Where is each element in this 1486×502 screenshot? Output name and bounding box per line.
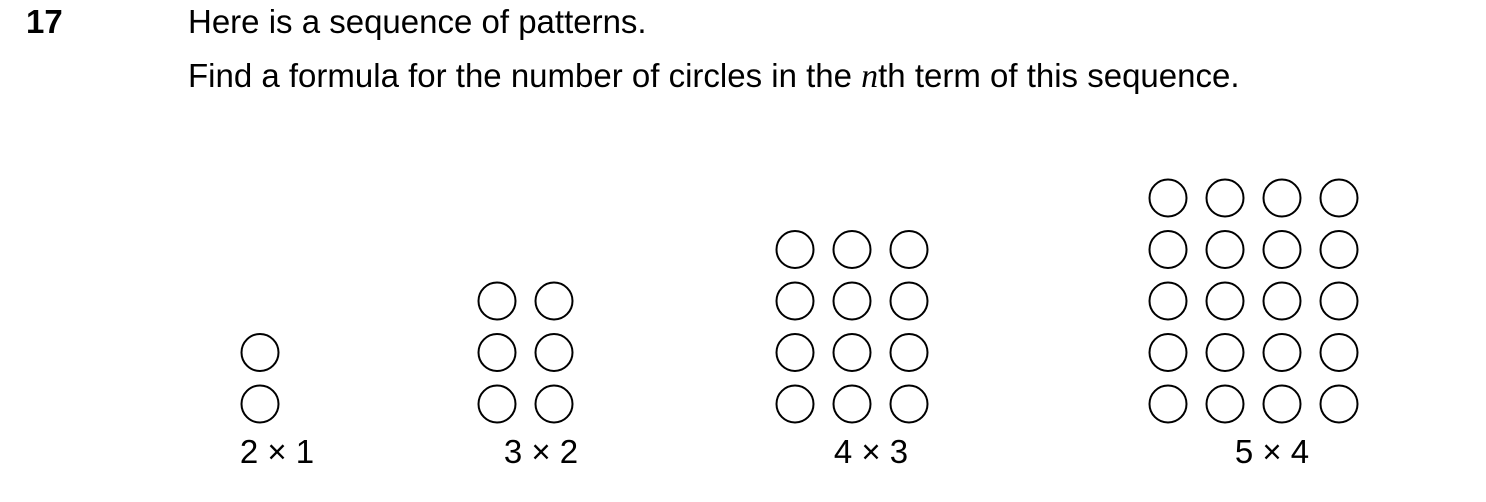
circle <box>777 386 814 423</box>
circle <box>834 334 871 371</box>
circle <box>479 386 516 423</box>
pattern-2 <box>479 283 573 423</box>
circle <box>891 386 928 423</box>
circle <box>1264 180 1301 217</box>
circle <box>1207 386 1244 423</box>
circle <box>1321 386 1358 423</box>
pattern-3 <box>777 231 928 423</box>
circle <box>1264 386 1301 423</box>
instruction-text-start: Find a formula for the number of circles in the <box>188 57 862 94</box>
pattern-4 <box>1150 180 1358 423</box>
pattern-1 <box>242 334 279 423</box>
circle <box>1264 231 1301 268</box>
circle <box>891 334 928 371</box>
circle <box>1207 180 1244 217</box>
circle <box>777 334 814 371</box>
circle <box>777 283 814 320</box>
circle <box>1321 231 1358 268</box>
circle <box>242 334 279 371</box>
question-number: 17 <box>26 3 63 40</box>
circle <box>1150 334 1187 371</box>
circle <box>536 386 573 423</box>
circle <box>536 334 573 371</box>
circle <box>1264 334 1301 371</box>
circle <box>1150 231 1187 268</box>
circle <box>891 283 928 320</box>
circle <box>1321 283 1358 320</box>
circle <box>834 386 871 423</box>
pattern-2-label: 3 × 2 <box>503 433 579 470</box>
circle <box>1150 283 1187 320</box>
instruction-text-end: th term of this sequence. <box>878 57 1240 94</box>
pattern-4-label: 5 × 4 <box>1234 433 1310 470</box>
circle <box>242 386 279 423</box>
circle <box>777 231 814 268</box>
circle <box>891 231 928 268</box>
circle <box>1321 180 1358 217</box>
pattern-1-label: 2 × 1 <box>239 433 315 470</box>
circle <box>1207 283 1244 320</box>
question-intro: Here is a sequence of patterns. <box>188 3 647 40</box>
circle <box>536 283 573 320</box>
circle <box>1321 334 1358 371</box>
circle <box>1207 334 1244 371</box>
circle <box>479 283 516 320</box>
circle <box>1207 231 1244 268</box>
circle <box>834 231 871 268</box>
circle <box>834 283 871 320</box>
variable-n: n <box>861 58 879 95</box>
circle <box>1264 283 1301 320</box>
circle <box>1150 386 1187 423</box>
pattern-3-label: 4 × 3 <box>833 433 909 470</box>
circle <box>479 334 516 371</box>
circle <box>1150 180 1187 217</box>
